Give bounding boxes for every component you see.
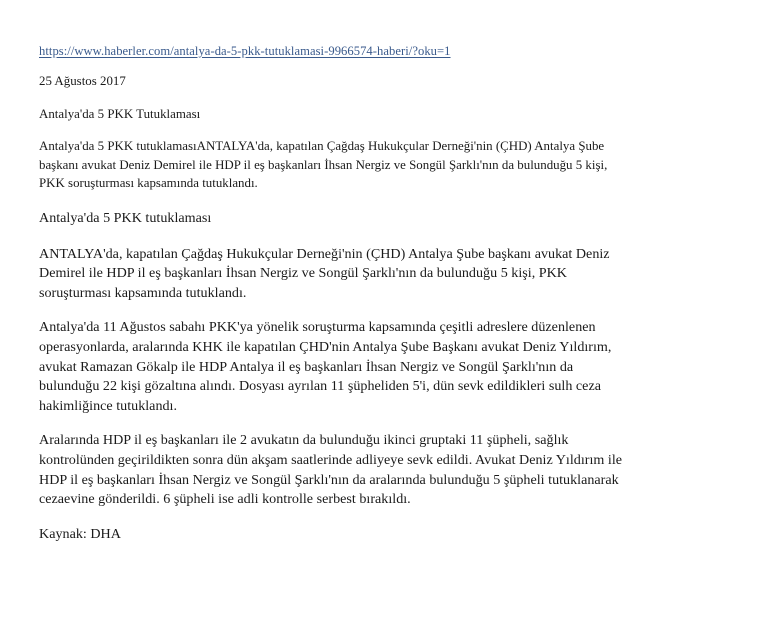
article-lead-paragraph: Antalya'da 5 PKK tutuklamasıANTALYA'da, kapatılan Çağdaş Hukukçular Derneği'nin (ÇHD) Antalya Şube başkanı avukat Deniz Demirel ile HDP il eş başkanları İhsan Nergiz ve Songül Şarklı'nın da bulunduğu 5 kişi, PKK soruşturması kapsamında tutuklandı. [39,139,608,191]
article-subheadline: Antalya'da 5 PKK tutuklaması [39,209,212,226]
article-paragraph-2: Antalya'da 11 Ağustos sabahı PKK'ya yönelik soruşturma kapsamında çeşitli adreslere düzenlenen operasyonlarda, aralarında KHK ile kapatılan ÇHD'nin Antalya Şube Başkanı avukat Deniz Yıldırım, avukat Ramazan Gökalp ile HDP Antalya il eş başkanları İhsan Nergiz ve Songül Şarklı'nın da bulunduğu 22 kişi gözaltına alındı. Dosyası ayrılan 11 şüpheliden 5'i, dün sevk edildikleri sulh ceza hakimliğince tutuklandı. [39,319,612,414]
article-source: Kaynak: DHA [39,525,121,542]
document-body [39,41,635,544]
source-url-link[interactable]: https://www.haberler.com/antalya-da-5-pkk-tutuklamasi-9966574-haberi/?oku=1 [39,44,451,58]
article-paragraph-1: ANTALYA'da, kapatılan Çağdaş Hukukçular Derneği'nin (ÇHD) Antalya Şube başkanı avukat Deniz Demirel ile HDP il eş başkanları İhsan Nergiz ve Songül Şarklı'nın da bulunduğu 5 kişi, PKK soruşturması kapsamında tutuklandı. [39,245,610,301]
article-main-block [39,209,635,544]
article-headline: Antalya'da 5 PKK Tutuklaması [39,106,201,121]
article-header-block [39,72,635,193]
source-url-line [39,41,635,61]
article-date: 25 Ağustos 2017 [39,74,126,88]
article-paragraph-3: Aralarında HDP il eş başkanları ile 2 avukatın da bulunduğu ikinci gruptaki 11 şüpheli, sağlık kontrolünden geçirildikten sonra dün akşam saatlerinde adliyeye sevk edildi. Avukat Deniz Yıldırım ile HDP il eş başkanları İhsan Nergiz ve Songül Şarklı'nın da aralarında bulunduğu 5 şüpheli tutuklanarak cezaevine gönderildi. 6 şüpheli ise adli kontrolle serbest bırakıldı. [39,432,623,508]
